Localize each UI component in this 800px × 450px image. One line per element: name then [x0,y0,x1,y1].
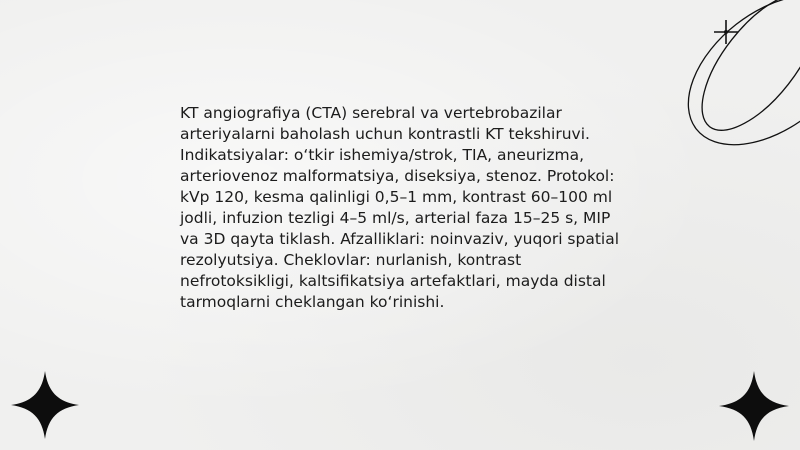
orbit-ellipse-outer [661,0,800,150]
four-point-star-icon [718,370,790,442]
slide-body-text: KT angiografiya (CTA) serebral va vertebrobazilar arteriyalarni baholash uchun kontrastli KT tekshiruvi. Indikatsiyalar: o‘tkir ishemiya/strok, TIA, aneurizma, arteriovenoz malformatsiya, diseksiya, stenoz. Protokol: kVp 120, kesma qalinligi 0,5–1 mm, kontrast 60–100 ml jodli, infuzion tezligi 4–5 ml/s, arterial faza 15–25 s, MIP va 3D qayta tiklash. Afzalliklari: noinvaziv, yuqori spatial rezolyutsiya. Cheklovlar: nurlanish, kontrast nefrotoksikligi, kaltsifikatsiya artefaktlari, mayda distal tarmoqlarni cheklangan ko‘rinishi. [180,104,620,311]
sparkle-dot [724,30,728,34]
four-point-star-icon [10,370,80,440]
orbit-lines-icon [660,0,800,150]
orbit-ellipse-inner [681,0,800,149]
